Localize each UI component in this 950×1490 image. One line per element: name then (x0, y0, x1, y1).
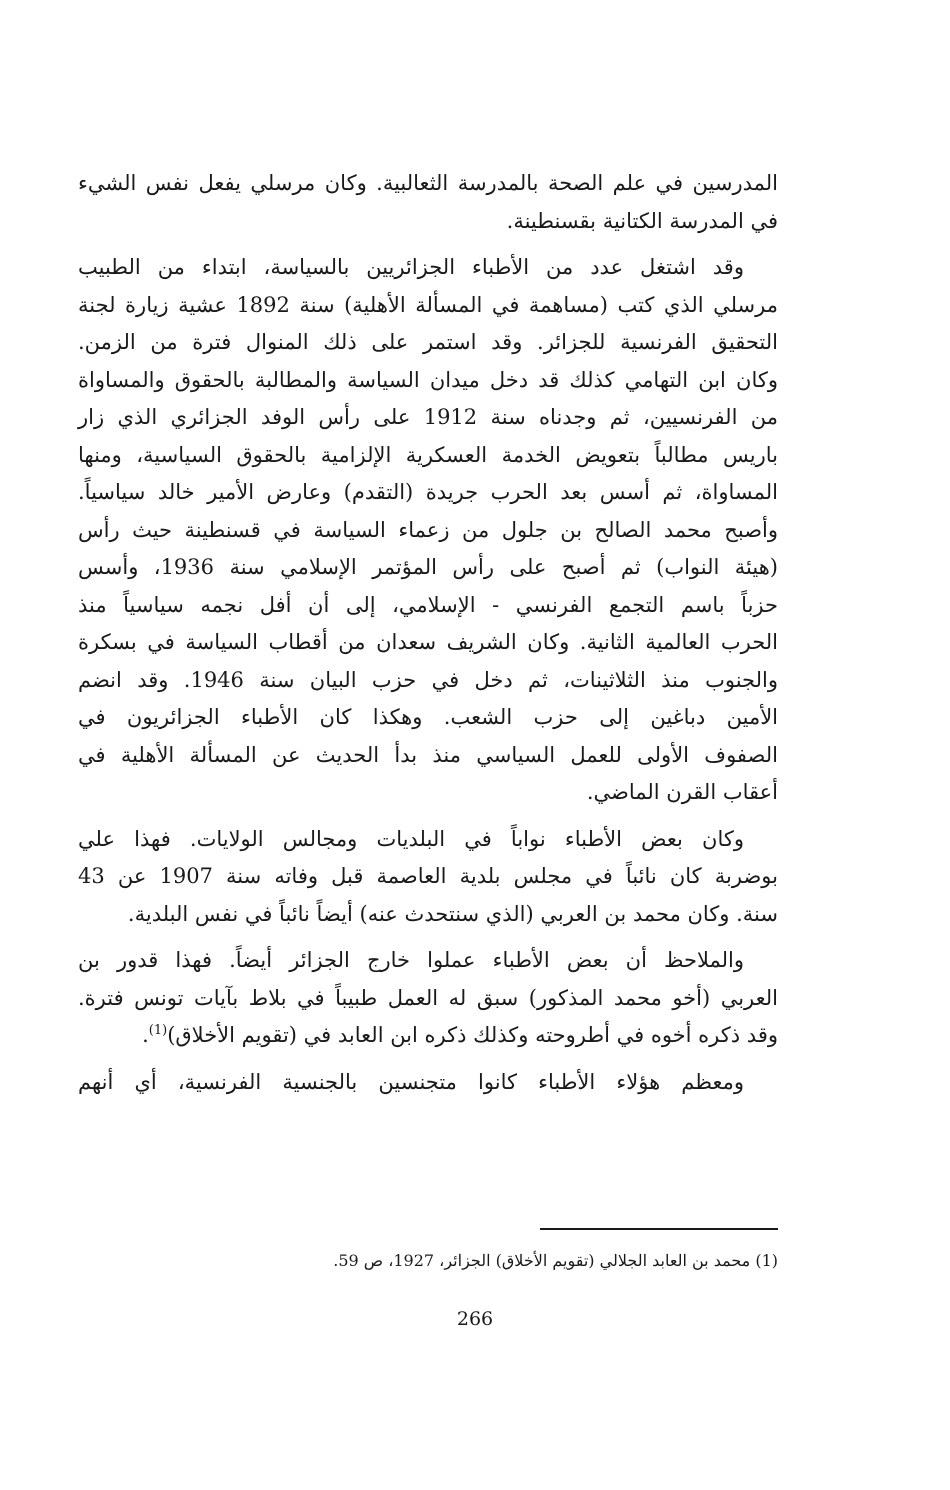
text-line: المدرسين في علم الصحة بالمدرسة الثعالبية. وكان مرسلي يفعل نفس الشيء (78, 171, 778, 195)
paragraph-3 (78, 821, 778, 934)
text-line: حزباً باسم التجمع الفرنسي - الإسلامي، إلى أن أفل نجمه سياسياً منذ (78, 592, 778, 617)
text-line: الحرب العالمية الثانية. وكان الشريف سعدان من أقطاب السياسة في بسكرة (78, 630, 778, 654)
text-line: وكان ابن التهامي كذلك قد دخل ميدان السياسة والمطالبة بالحقوق والمساواة (78, 367, 778, 392)
text-line: المساواة، ثم أسس بعد الحرب جريدة (التقدم) وعارض الأمير خالد سياسياً. (78, 480, 778, 504)
text-line: التحقيق الفرنسية للجزائر. وقد استمر على ذلك المنوال فترة من الزمن. (78, 330, 778, 354)
text-line: والملاحظ أن بعض الأطباء عملوا خارج الجزائر أيضاً. فهذا قدور بن (78, 948, 744, 972)
text-line: ومعظم هؤلاء الأطباء كانوا متجنسين بالجنسية الفرنسية، أي أنهم (78, 1069, 744, 1094)
text-line: الصفوف الأولى للعمل السياسي منذ بدأ الحديث عن المسألة الأهلية في (78, 742, 778, 767)
text-line: وقد اشتغل عدد من الأطباء الجزائريين بالسياسة، ابتداء من الطبيب (78, 255, 744, 279)
text-line: وقد ذكره أخوه في أطروحته وكذلك ذكره ابن العابد في (تقويم الأخلاق) (167, 1023, 778, 1047)
text-line: مرسلي الذي كتب (مساهمة في المسألة الأهلية) سنة 1892 عشية زيارة لجنة (78, 292, 778, 317)
footnote-text: (1) محمد بن العابد الجلالي (تقويم الأخلاق) الجزائر، 1927، ص 59. (333, 1251, 778, 1270)
text-line: باريس مطالباً بتعويض الخدمة العسكرية الإلزامية بالحقوق السياسية، ومنها (78, 442, 778, 467)
text-line: وأصبح محمد الصالح بن جلول من زعماء السياسة في قسنطينة حيث رأس (78, 517, 778, 542)
text-line-with-footnote (78, 1017, 778, 1055)
text-line: الأمين دباغين إلى حزب الشعب. وهكذا كان الأطباء الجزائريون في (78, 705, 778, 729)
text-line: والجنوب منذ الثلاثينات، ثم دخل في حزب البيان سنة 1946. وقد انضم (78, 667, 778, 692)
text-line: العربي (أخو محمد المذكور) سبق له العمل طبيباً في بلاط بآيات تونس فترة. (78, 985, 778, 1010)
sentence-end: . (142, 1023, 149, 1047)
text-line: (هيئة النواب) ثم أصبح على رأس المؤتمر الإسلامي سنة 1936، وأسس (78, 555, 778, 579)
text-line: من الفرنسيين، ثم وجدناه سنة 1912 على رأس الوفد الجزائري الذي زار (78, 405, 778, 429)
paragraph-1 (78, 165, 778, 240)
text-line: سنة. وكان محمد بن العربي (الذي سنتحدث عنه) أيضاً نائباً في نفس البلدية. (127, 901, 778, 926)
paragraph-5 (78, 1064, 778, 1102)
paragraph-2 (78, 249, 778, 812)
text-line: بوضربة كان نائباً في مجلس بلدية العاصمة قبل وفاته سنة 1907 عن 43 (78, 864, 778, 888)
page-number: 266 (456, 1308, 494, 1330)
text-line: وكان بعض الأطباء نواباً في البلديات ومجالس الولايات. فهذا علي (78, 826, 744, 851)
footnote-separator (540, 1228, 778, 1230)
text-line: في المدرسة الكتانية بقسنطينة. (506, 208, 778, 233)
footnote-reference[interactable]: (1) (148, 1023, 168, 1038)
paragraph-4 (78, 942, 778, 1055)
text-line: أعقاب القرن الماضي. (586, 780, 778, 804)
page-body (78, 165, 778, 1101)
